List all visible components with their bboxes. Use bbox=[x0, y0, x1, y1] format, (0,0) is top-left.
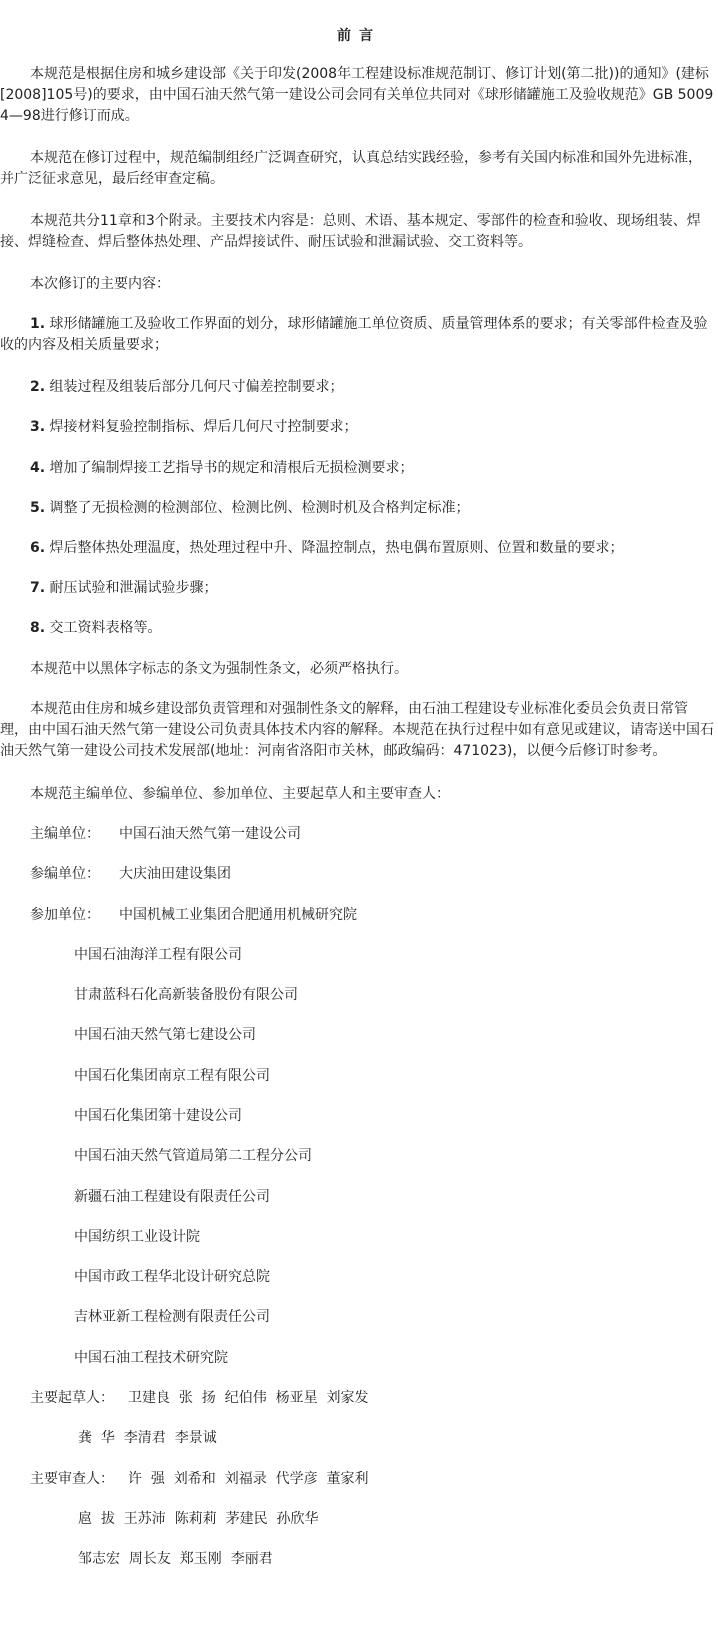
reviewers-names: 许 强 刘希和 刘福录 代学彦 董家利 bbox=[128, 1471, 369, 1487]
chief-unit: 中国石油天然气第一建设公司 bbox=[119, 826, 301, 842]
participant-unit-label: 参加单位： bbox=[30, 907, 100, 923]
revision-number: 2. bbox=[30, 379, 46, 395]
revision-item bbox=[0, 498, 714, 519]
revision-text: 焊接材料复验控制指标、焊后几何尺寸控制要求； bbox=[49, 419, 358, 435]
page-title: 前言 bbox=[337, 28, 381, 44]
participant-unit: 中国机械工业集团合肥通用机械研究院 bbox=[119, 907, 357, 923]
paragraph-process: 本规范在修订过程中，规范编制组经广泛调查研究，认真总结实践经验，参考有关国内标准和国外先进标准，并广泛征求意见，最后经审查定稿。 bbox=[0, 150, 702, 187]
paragraph-units-intro: 本规范主编单位、参编单位、参加单位、主要起草人和主要审查人： bbox=[30, 786, 450, 802]
revision-text: 球形储罐施工及验收工作界面的划分，球形储罐施工单位资质、质量管理体系的要求；有关零部件检查及验收的内容及相关质量要求； bbox=[0, 316, 708, 353]
reviewers-row bbox=[30, 1469, 369, 1490]
paragraph-structure: 本规范共分11章和3个附录。主要技术内容是：总则、术语、基本规定、零部件的检查和验收、现场组装、焊接、焊缝检查、焊后整体热处理、产品焊接试件、耐压试验和泄漏试验、交工资料等。 bbox=[0, 213, 701, 250]
revision-item bbox=[0, 578, 714, 599]
drafters-names: 龚 华 李清君 李景诚 bbox=[78, 1430, 217, 1446]
revision-item bbox=[0, 458, 714, 479]
co-unit: 大庆油田建设集团 bbox=[119, 866, 231, 882]
participant-unit: 中国石化集团第十建设公司 bbox=[74, 1108, 242, 1124]
revision-number: 8. bbox=[30, 620, 46, 636]
chief-unit-label: 主编单位： bbox=[30, 826, 100, 842]
co-unit-row bbox=[30, 864, 231, 885]
revision-item bbox=[0, 417, 714, 438]
participant-unit: 中国石油工程技术研究院 bbox=[74, 1350, 228, 1366]
reviewers-label: 主要审查人： bbox=[30, 1471, 114, 1487]
participant-unit: 中国石油海洋工程有限公司 bbox=[74, 947, 242, 963]
drafters-names: 卫建良 张 扬 纪伯伟 杨亚星 刘家发 bbox=[128, 1390, 369, 1406]
paragraph-mandatory: 本规范中以黑体字标志的条文为强制性条文，必须严格执行。 bbox=[30, 661, 408, 677]
co-unit-label: 参编单位： bbox=[30, 866, 100, 882]
reviewers-names: 扈 拔 王苏沛 陈莉莉 茅建民 孙欣华 bbox=[78, 1511, 319, 1527]
reviewers-names: 邹志宏 周长友 郑玉刚 李丽君 bbox=[78, 1551, 273, 1567]
revision-text: 组装过程及组装后部分几何尺寸偏差控制要求； bbox=[49, 379, 344, 395]
paragraph-management: 本规范由住房和城乡建设部负责管理和对强制性条文的解释，由石油工程建设专业标准化委员会负责日常管理，由中国石油天然气第一建设公司负责具体技术内容的解释。本规范在执行过程中如有意见或建议，请寄送中国石油天然气第一建设公司技术发展部(地址：河南省洛阳市关林，邮政编码：471023)，以便今后修订时参考。 bbox=[0, 701, 714, 759]
participant-unit: 新疆石油工程建设有限责任公司 bbox=[74, 1189, 270, 1205]
revision-item bbox=[0, 538, 714, 559]
revision-text: 调整了无损检测的检测部位、检测比例、检测时机及合格判定标准； bbox=[49, 500, 470, 516]
revision-item bbox=[0, 377, 714, 398]
drafters-row bbox=[30, 1388, 369, 1409]
paragraph-revision-intro: 本次修订的主要内容： bbox=[30, 276, 170, 292]
participant-unit: 甘肃蓝科石化高新装备股份有限公司 bbox=[74, 987, 298, 1003]
drafters-label: 主要起草人： bbox=[30, 1390, 114, 1406]
revision-number: 4. bbox=[30, 460, 46, 476]
revision-item bbox=[0, 314, 714, 356]
revision-number: 6. bbox=[30, 540, 46, 556]
participant-unit: 中国纺织工业设计院 bbox=[74, 1229, 200, 1245]
revision-item bbox=[0, 618, 714, 639]
participant-unit: 吉林亚新工程检测有限责任公司 bbox=[74, 1309, 270, 1325]
participant-unit: 中国市政工程华北设计研究总院 bbox=[74, 1269, 270, 1285]
revision-text: 交工资料表格等。 bbox=[49, 620, 162, 636]
revision-text: 增加了编制焊接工艺指导书的规定和清根后无损检测要求； bbox=[49, 460, 414, 476]
revision-text: 耐压试验和泄漏试验步骤； bbox=[49, 580, 218, 596]
chief-unit-row bbox=[30, 824, 301, 845]
revision-number: 3. bbox=[30, 419, 46, 435]
revision-number: 1. bbox=[30, 316, 46, 332]
revision-number: 7. bbox=[30, 580, 46, 596]
participant-unit: 中国石油天然气管道局第二工程分公司 bbox=[74, 1148, 312, 1164]
participant-unit: 中国石化集团南京工程有限公司 bbox=[74, 1068, 270, 1084]
participant-unit: 中国石油天然气第七建设公司 bbox=[74, 1027, 256, 1043]
participant-unit-row bbox=[30, 905, 357, 926]
revision-text: 焊后整体热处理温度，热处理过程中升、降温控制点，热电偶布置原则、位置和数量的要求； bbox=[49, 540, 624, 556]
revision-number: 5. bbox=[30, 500, 46, 516]
paragraph-basis: 本规范是根据住房和城乡建设部《关于印发(2008年工程建设标准规范制订、修订计划(第二批))的通知》(建标[2008]105号)的要求，由中国石油天然气第一建设公司会同有关单位共同对《球形储罐施工及验收规范》GB 50094—98进行修订而成。 bbox=[0, 66, 714, 124]
